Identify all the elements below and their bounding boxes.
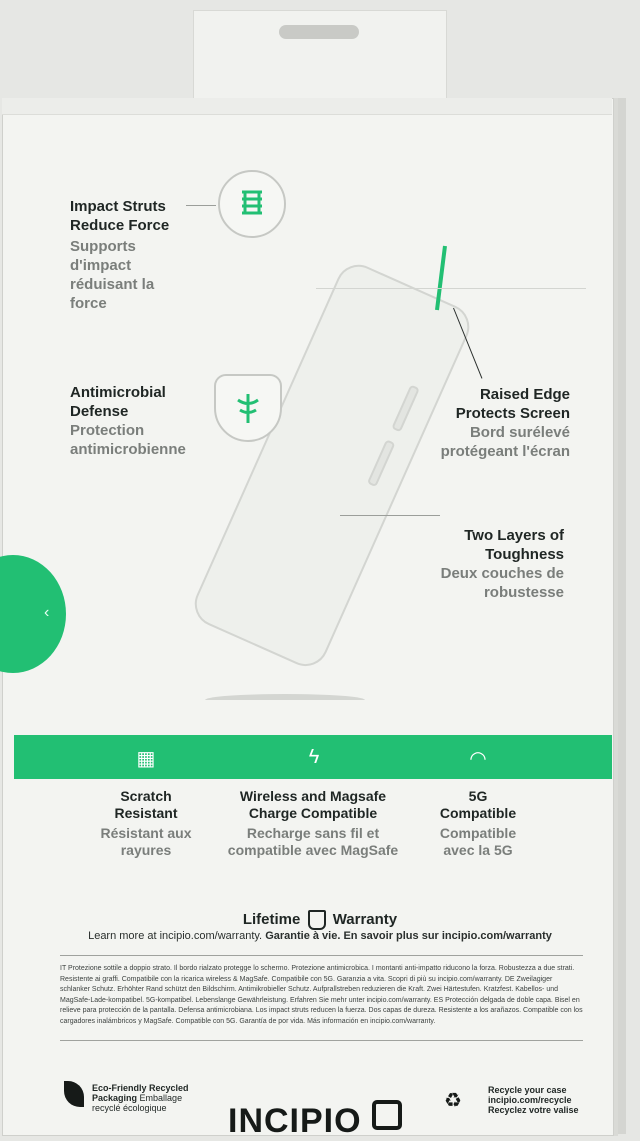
feature-impact: Impact Struts Reduce Force Supports d'impact réduisant la force (70, 198, 170, 312)
wifi-icon: ◠ (469, 748, 487, 770)
recycle-info: Recycle your case incipio.com/recycle Recyclez votre valise (488, 1085, 579, 1115)
scratch-grid-icon: ▦ (136, 748, 156, 770)
wireless-magsafe: Wireless and Magsafe Charge Compatible Recharge sans fil et compatible avec MagSafe (227, 788, 399, 858)
hang-tab (193, 10, 447, 109)
coil-icon (237, 187, 267, 221)
brand-logo: INCIPIO (228, 1100, 402, 1141)
scratch-resistant: Scratch Resistant Résistant aux rayures (100, 788, 192, 858)
warranty-link[interactable]: Learn more at incipio.com/warranty. Garantie à vie. En savoir plus sur incipio.com/warranty (88, 930, 552, 942)
phone-case-illustration (190, 240, 470, 700)
divider (60, 1040, 583, 1041)
lightning-icon: ϟ (308, 746, 320, 768)
shield-icon (308, 910, 326, 930)
feature-raised-edge: Raised Edge Protects Screen Bord surélevé protégeant l'écran (440, 386, 570, 460)
leader-line (316, 288, 586, 289)
feature-two-layers: Two Layers of Toughness Deux couches de robustesse (440, 527, 564, 601)
legal-text: IT Protezione sottile a doppio strato. Il bordo rialzato protegge lo schermo. Protezione antimicrobica. I montanti anti-impatto riducono la forza. Robustezza a due strati. Resistente ai graffi. Compatibile con la ricarica wireless & MagSafe. Compatibile con 5G. Garanzia a vita. Scopri di più su incipio.com/warranty. DE Zweilagiger schlanker Schutz. Erhöhter Rand schützt den Bildschirm. Antimikrobieller Schutz. Aufprallstreben reduzieren die Kraft. Zwei Härtestufen. Kratzfest. Kabellos- und MagSafe-Lade-kompatibel. 5G-kompatibel. Lebenslange Gewährleistung. Erfahren Sie mehr unter incipio.com/warranty. ES Protección delgada de doble capa. Bisel en relieve para protección de la pantalla. Defensa antimicrobiana. Los impact struts reducen la fuerza. Dos capas de dureza. Resistente a los arañazos. Compatible con los cargadores inalámbricos y MagSafe. Compatible con 5G. Garantía de por vida. Más información en incipio.com/warranty. (60, 965, 583, 1025)
divider (60, 955, 583, 956)
recycle-icon: ♻ (444, 1090, 462, 1112)
impact-struts-badge (218, 170, 286, 238)
hang-hole (279, 25, 359, 39)
box-top-edge (2, 98, 612, 115)
chevron-left-icon[interactable]: ‹ (44, 604, 50, 621)
incipio-mark-icon (372, 1100, 402, 1130)
eco-packaging: Eco-Friendly Recycled Packaging Emballage recyclé écologique (92, 1083, 189, 1113)
warranty-title: Lifetime Warranty (0, 910, 640, 930)
leader-line (186, 205, 216, 206)
antimicrobial-badge (214, 374, 282, 442)
caduceus-icon (231, 391, 265, 425)
fiveg-compatible: 5G Compatible Compatible avec la 5G (439, 788, 517, 858)
leader-line (340, 515, 440, 516)
box-side (612, 98, 626, 1134)
feature-antimicrobial: Antimicrobial Defense Protection antimicrobienne (70, 384, 186, 458)
